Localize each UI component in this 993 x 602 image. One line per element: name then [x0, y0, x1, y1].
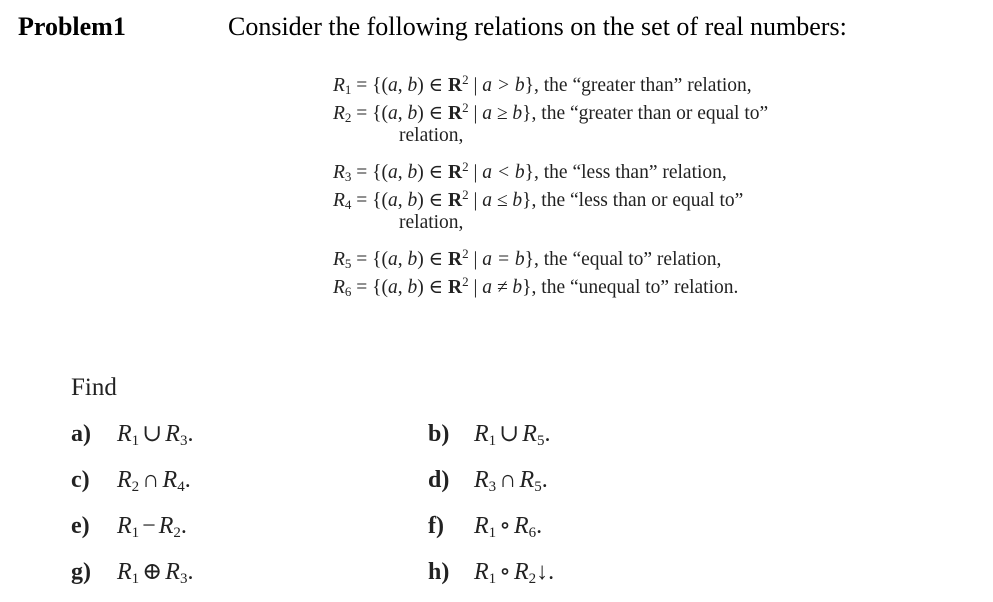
relation-description: the “less than or equal to” [541, 190, 744, 211]
relation-condition: a = b [482, 249, 525, 270]
relation-r2-continuation: relation, [399, 125, 464, 146]
problem-statement: Consider the following relations on the set of real numbers: [228, 12, 847, 41]
exercise-e: e) $R_1 - R_2$. [71, 513, 187, 541]
relation-description: the “greater than” relation, [543, 75, 752, 96]
relation-r3: $R_3 = \{(a$, b) ∈ $R^2$ | a < b}, the “less than” relation, [333, 159, 727, 184]
exercise-f: f) $R_1$ ∘ $R_6$. [428, 513, 543, 541]
relation-r1: $R_1 = \{(a$, b) ∈ $R^2$ | a > b}, the “greater than” relation, [333, 72, 752, 97]
find-label: Find [71, 374, 117, 401]
relation-r5: $R_5 = \{(a$, b) ∈ $R^2$ | a = b}, the “equal to” relation, [333, 246, 722, 271]
exercise-g: g) $R_1$ ⊕ $R_3$. [71, 559, 194, 587]
relation-r4-continuation: relation, [399, 212, 464, 233]
relation-condition: a ≠ b [482, 277, 523, 298]
exercise-d: d) $R_3$ ∩ $R_5$. [428, 467, 548, 495]
relation-r4: $R_4 = \{(a$, b) ∈ $R^2$ | a ≤ b}, the “less than or equal to” [333, 187, 744, 212]
exercise-h: h) $R_1$ ∘ $R_2↓$. [428, 559, 555, 587]
relation-description: the “unequal to” relation. [541, 277, 739, 298]
relation-condition: a > b [482, 75, 525, 96]
relation-condition: a < b [482, 162, 525, 183]
relation-r6: $R_6 = \{(a$, b) ∈ $R^2$ | a ≠ b}, the “unequal to” relation. [333, 274, 739, 299]
relation-condition: a ≥ b [482, 103, 523, 124]
exercise-a: a) $R_1$ ∪ $R_3$. [71, 421, 194, 449]
problem-label: Problem1 [18, 12, 126, 41]
exercise-b: b) $R_1$ ∪ $R_5$. [428, 421, 551, 449]
relation-description: the “greater than or equal to” [541, 103, 769, 124]
relation-description: the “equal to” relation, [543, 249, 722, 270]
exercise-c: c) $R_2$ ∩ $R_4$. [71, 467, 191, 495]
relation-r2: $R_2 = \{(a$, b) ∈ $R^2$ | a ≥ b}, the “greater than or equal to” [333, 100, 769, 125]
relation-description: the “less than” relation, [543, 162, 727, 183]
relation-condition: a ≤ b [482, 190, 523, 211]
